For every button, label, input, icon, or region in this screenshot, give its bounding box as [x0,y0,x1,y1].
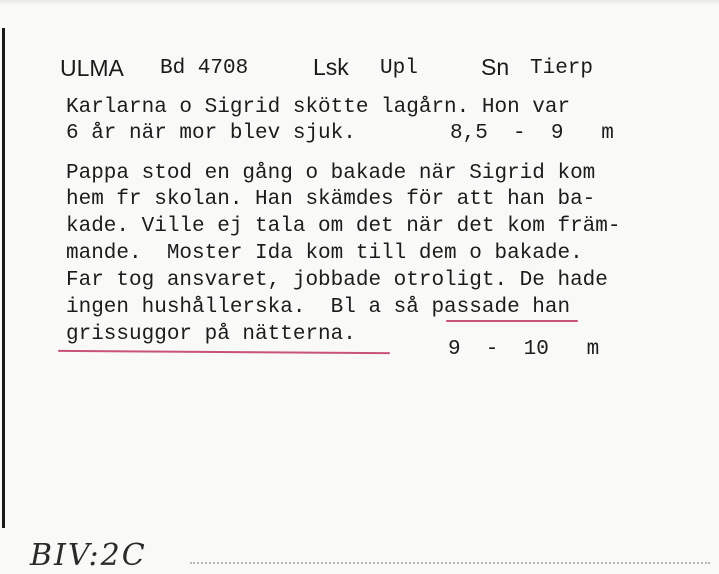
card-left-edge [2,28,5,528]
archive-code: ULMA [60,55,124,81]
reel-reference: 9 - 10 m [448,338,600,361]
text-line: 6 år när mor blev sjuk. [66,122,356,145]
landskap-label: Lsk [313,54,349,80]
socken-value: Tierp [530,57,594,80]
text-line: ingen hushållerska. Bl a så passade han [66,296,571,319]
dotted-rule [190,562,710,564]
highlight-underline [58,350,390,354]
volume-number: Bd 4708 [160,57,249,80]
text-line: hem fr skolan. Han skämdes för att han ba- [66,188,596,211]
text-line: Pappa stod en gång o bakade när Sigrid kom [66,162,596,185]
landskap-value: Upl [380,57,418,80]
handwritten-shelfmark: BIV:2C [30,538,147,573]
text-line: kade. Ville ej tala om det när det kom främ- [66,215,621,238]
card-top-edge [0,0,719,6]
text-line: Karlarna o Sigrid skötte lagårn. Hon var [66,96,571,119]
text-line: grissuggor på nätterna. [66,323,356,346]
socken-label: Sn [481,54,510,80]
highlight-underline [446,320,578,322]
reel-reference: 8,5 - 9 m [450,122,614,145]
text-line: mande. Moster Ida kom till dem o bakade. [66,242,583,265]
text-line: Far tog ansvaret, jobbade otroligt. De hade [66,269,608,292]
